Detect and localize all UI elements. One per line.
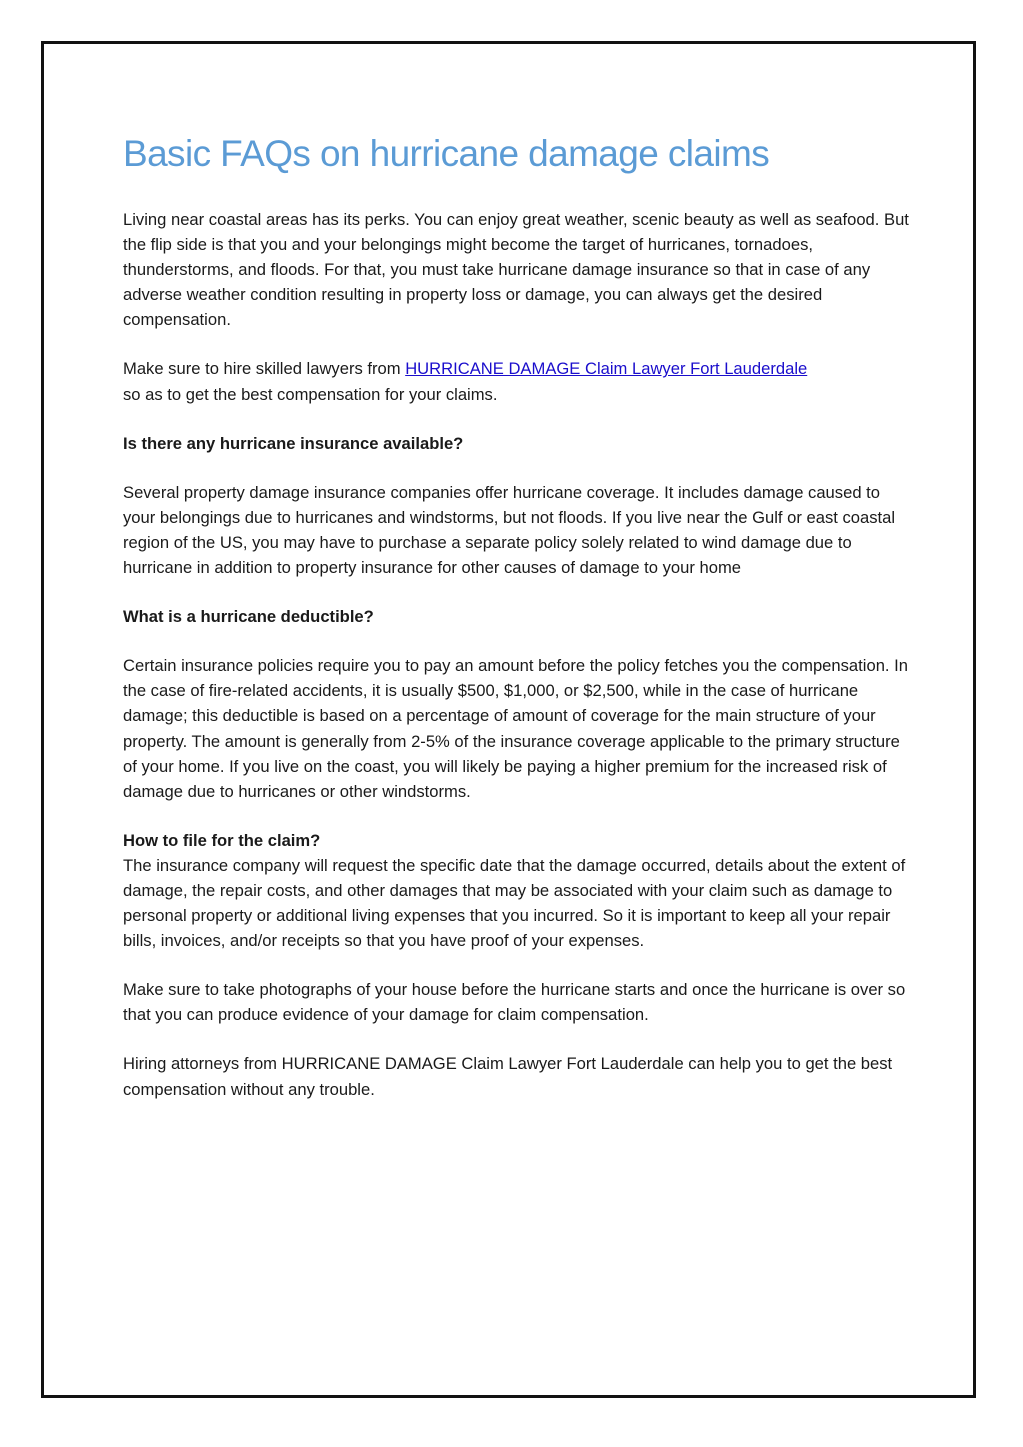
closing-paragraph: Hiring attorneys from HURRICANE DAMAGE Claim Lawyer Fort Lauderdale can help you to get the best compensation without any trouble. (123, 1054, 893, 1099)
spacer (123, 180, 913, 207)
spacer (123, 332, 913, 356)
faq-answer-deductible: Certain insurance policies require you to pay an amount before the policy fetches you the compensation. In the case of fire-related accidents, it is usually $500, $1,000, or $2,500, while in the case of hurricane damage; this deductible is based on a percentage of amount of coverage for the main structure of your property. The amount is generally from 2-5% of the insurance coverage applicable to the primary structure of your home. If you live on the coast, you will likely be paying a higher premium for the increased risk of damage due to hurricanes or other windstorms. (123, 656, 908, 801)
hire-lawyers-paragraph (123, 356, 913, 406)
spacer (123, 580, 913, 604)
document-body (123, 128, 913, 1102)
hire-prefix-text: Make sure to hire skilled lawyers from (123, 359, 406, 379)
faq-question-insurance: Is there any hurricane insurance available? (123, 433, 464, 453)
hire-suffix-text: so as to get the best compensation for your claims. (123, 384, 498, 404)
spacer (123, 804, 913, 828)
intro-paragraph: Living near coastal areas has its perks. You can enjoy great weather, scenic beauty as well as seafood. But the flip side is that you and your belongings might become the target of hurricanes, tornadoes, thunderstorms, and floods. For that, you must take hurricane damage insurance so that in case of any adverse weather condition resulting in property loss or damage, you can always get the desired compensation. (123, 210, 909, 330)
spacer (123, 1027, 913, 1051)
document-title: Basic FAQs on hurricane damage claims (123, 133, 770, 174)
faq-answer-claim: The insurance company will request the specific date that the damage occurred, details about the extent of damage, the repair costs, and other damages that may be associated with your claim such as damage to personal property or additional living expenses that you incurred. So it is important to keep all your repair bills, invoices, and/or receipts so that you have proof of your expenses. (123, 855, 906, 951)
spacer (123, 456, 913, 480)
spacer (123, 407, 913, 431)
spacer (123, 953, 913, 977)
photographs-paragraph: Make sure to take photographs of your house before the hurricane starts and once the hurricane is over so that you can produce evidence of your damage for claim compensation. (123, 980, 906, 1025)
faq-answer-insurance: Several property damage insurance companies offer hurricane coverage. It includes damage caused to your belongings due to hurricanes and windstorms, but not floods. If you live near the Gulf or east coastal region of the US, you may have to purchase a separate policy solely related to wind damage due to hurricane in addition to property insurance for other causes of damage to your home (123, 482, 896, 578)
lawyer-link[interactable]: HURRICANE DAMAGE Claim Lawyer Fort Lauderdale (405, 359, 808, 379)
faq-question-claim: How to file for the claim? (123, 830, 321, 850)
spacer (123, 629, 913, 653)
faq-question-deductible: What is a hurricane deductible? (123, 607, 374, 627)
